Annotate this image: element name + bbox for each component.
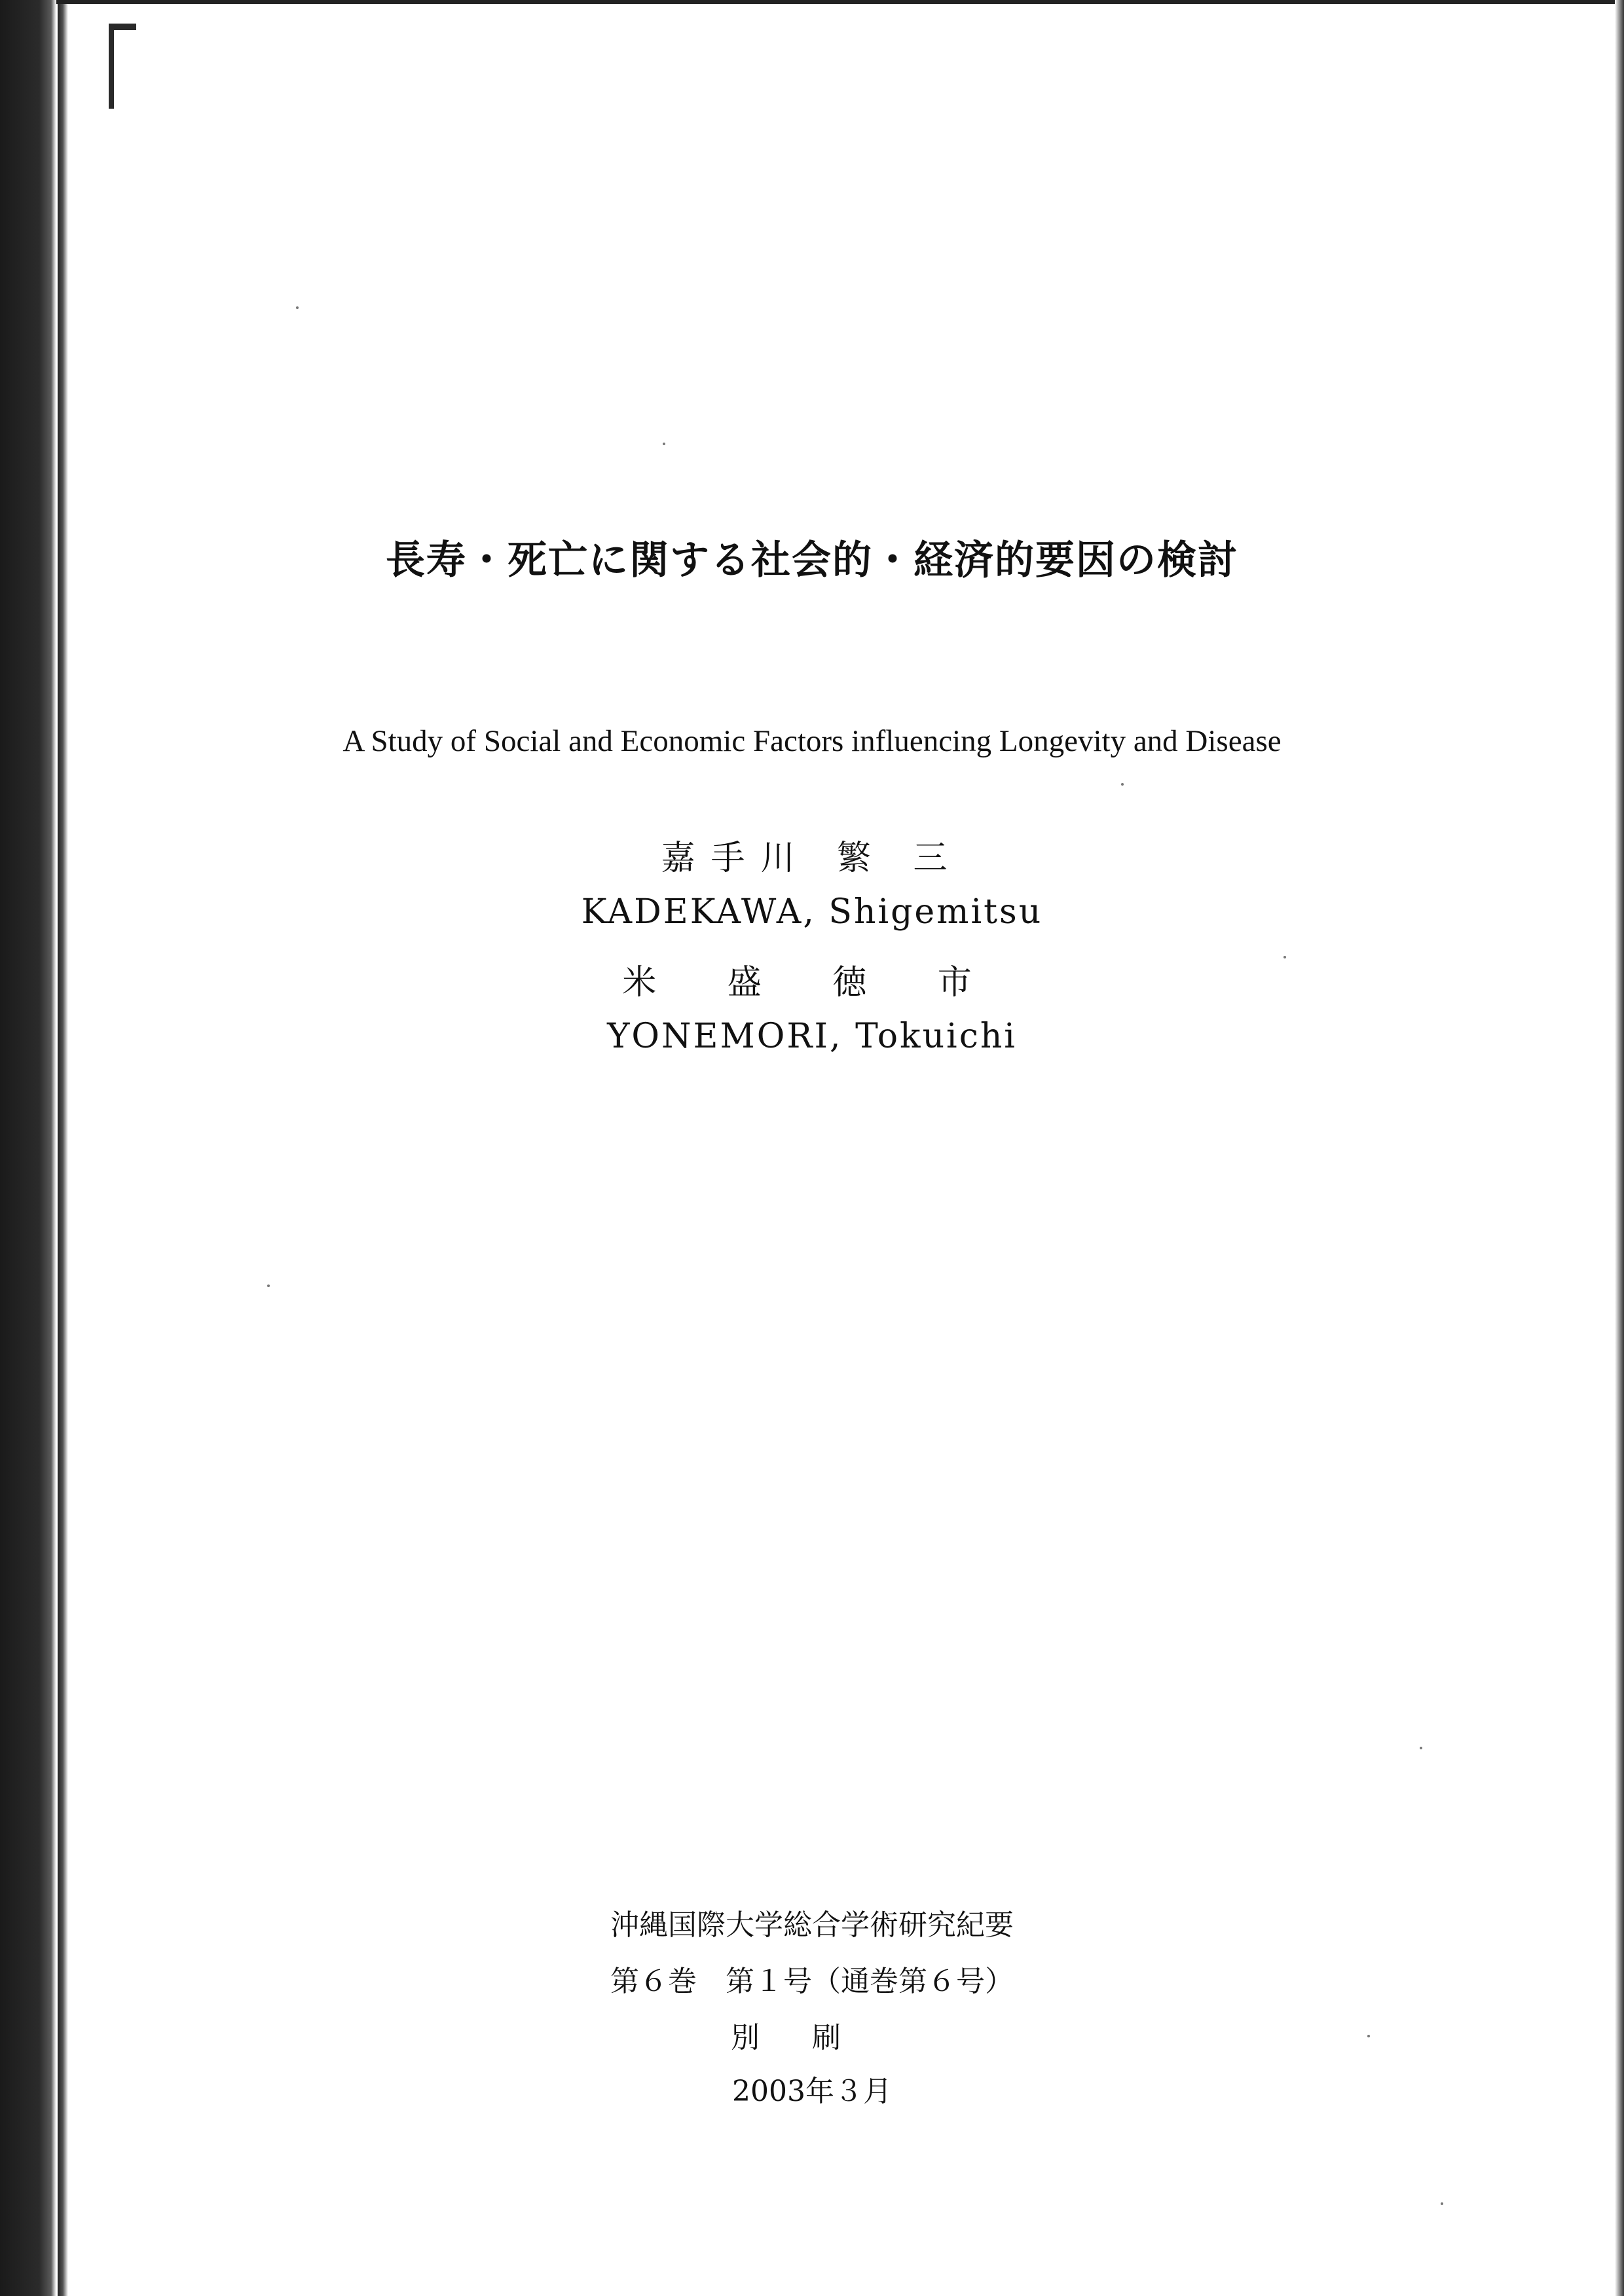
scan-speck	[1367, 2035, 1370, 2037]
scan-speck	[296, 306, 299, 309]
scan-speck	[267, 1285, 270, 1287]
scan-border-top	[56, 0, 1624, 4]
title-japanese: 長寿・死亡に関する社会的・経済的要因の検討	[386, 538, 1238, 583]
scan-border-left	[0, 0, 56, 2296]
author-1-name-en: KADEKAWA, Shigemitsu	[581, 892, 1043, 932]
scan-speck	[663, 443, 665, 445]
scan-speck	[1121, 783, 1124, 786]
journal-name: 沖縄国際大学総合学術研究紀要	[610, 1908, 1014, 1942]
title-english: A Study of Social and Economic Factors influencing Longevity and Disease	[342, 724, 1282, 758]
author-2-name-en: YONEMORI, Tokuichi	[607, 1017, 1017, 1056]
publication-date: 2003年３月	[732, 2075, 892, 2108]
scan-border-right	[1615, 0, 1624, 2296]
scan-speck	[1441, 2202, 1443, 2205]
author-1-name-ja: 嘉手川 繁 三	[661, 839, 963, 878]
scan-speck	[1283, 956, 1286, 958]
corner-crop-mark	[109, 24, 114, 109]
volume-issue: 第６巻 第１号（通巻第６号）	[610, 1965, 1014, 1998]
scan-binding-shadow	[58, 0, 68, 2296]
author-2-name-ja: 米 盛 徳 市	[622, 963, 1002, 1002]
scan-speck	[1420, 1747, 1422, 1749]
offprint-label: 別刷	[731, 2021, 893, 2054]
